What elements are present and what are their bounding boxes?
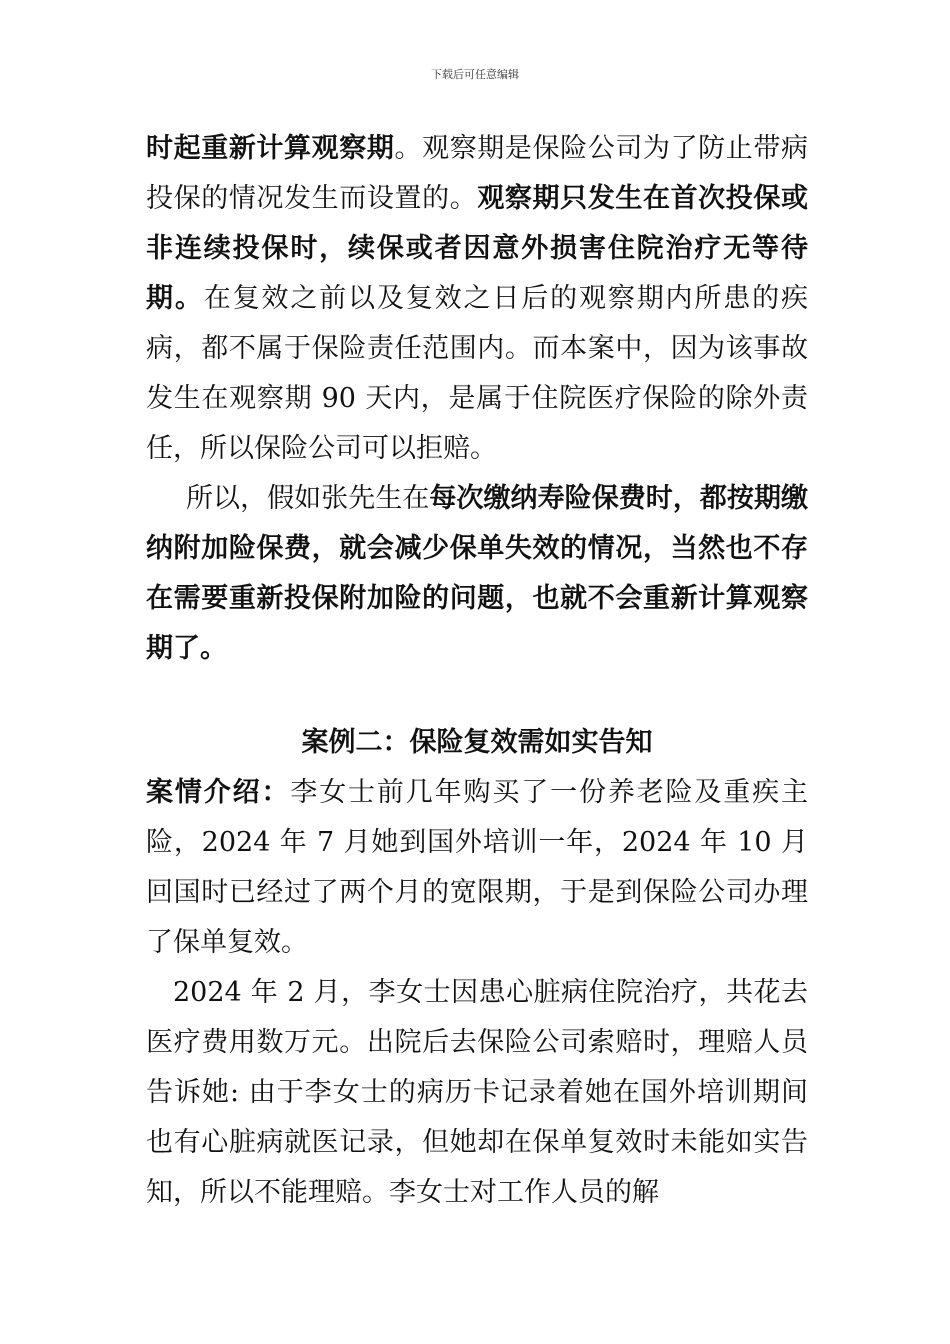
paragraph-observation-period (146, 124, 808, 474)
document-body (146, 124, 808, 1218)
bold-text: 每次缴纳寿险保费时，都按期缴纳附加险保费，就会减少保单失效的情况，当然也不存在需要重新投保附加险的问题，也就不会重新计算观察期了。 (146, 483, 809, 664)
bold-text: 时起重新计算观察期 (146, 133, 395, 164)
body-text: 在复效之前以及复效之日后的观察期内所患的疾病，都不属于保险责任范围内。而本案中，因为该事故发生在观察期 90 天内，是属于住院医疗保险的除外责任，所以保险公司可以拒赔。 (146, 283, 809, 464)
section-heading: 案例二：保险复效需如实告知 (301, 727, 653, 758)
body-text: 所以，假如张先生在 (186, 483, 430, 514)
paragraph-conclusion (146, 474, 808, 674)
body-text: 。观察期是保险公司为了防止带病投保的情况发生而设置的。 (146, 133, 809, 214)
body-text: 李女士前几年购买了一份养老险及重疾主险，2024 年 7 月她到国外培训一年，2024 年 10 月回国时已经过了两个月的宽限期，于是到保险公司办理了保单复效。 (146, 777, 809, 958)
spacer (146, 674, 808, 718)
case-label: 案情介绍： (146, 777, 291, 808)
page-header: 下载后可任意编辑 (431, 68, 519, 81)
paragraph-case-detail (146, 968, 808, 1218)
paragraph-case-intro (146, 768, 808, 968)
body-text: 2024 年 2 月，李女士因患心脏病住院治疗，共花去医疗费用数万元。出院后去保险公司索赔时，理赔人员告诉她: 由于李女士的病历卡记录着她在国外培训期间也有心脏病就医记录，但她却在保单复效时未能如实告知，所以不能理赔。李女士对工作人员的解 (146, 977, 808, 1208)
bold-text: 观察期只发生在首次投保或非连续投保时，续保或者因意外损害住院治疗无等待期。 (146, 183, 809, 314)
